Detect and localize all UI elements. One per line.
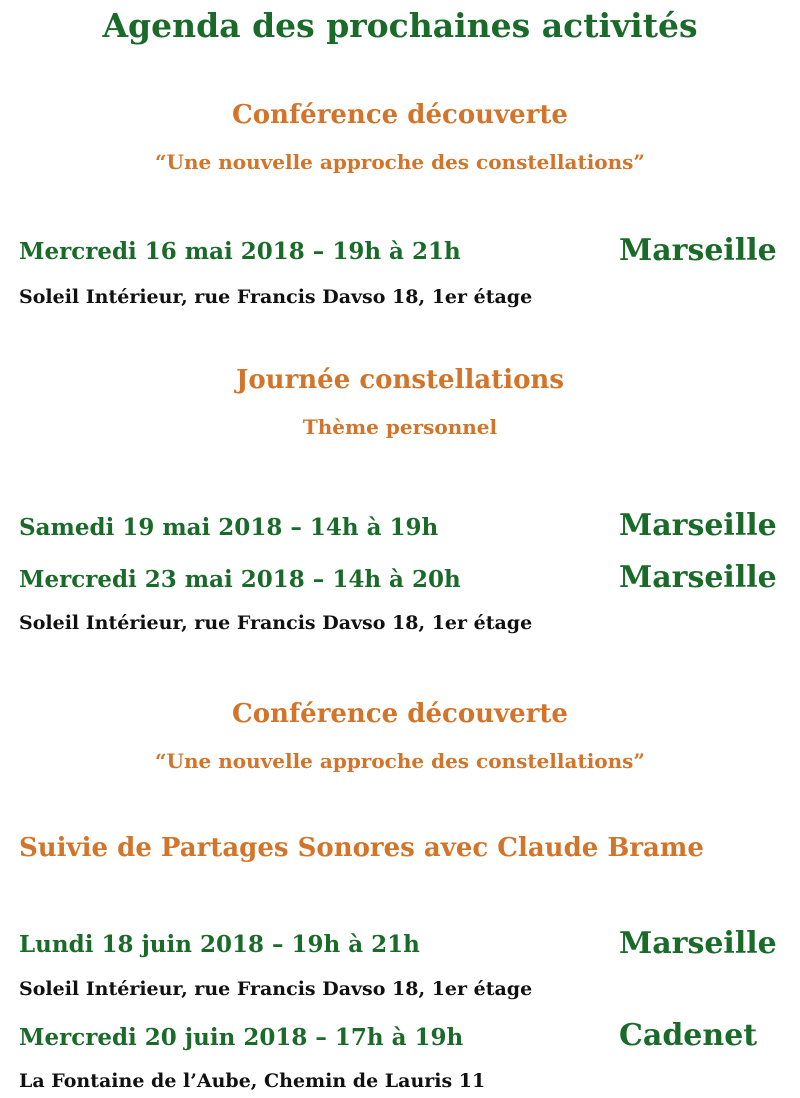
event1-date: Mercredi 16 mai 2018 – 19h à 21h	[19, 238, 461, 265]
event3-address-2: La Fontaine de l’Aube, Chemin de Lauris 11	[19, 1070, 486, 1092]
event3-date-2: Mercredi 20 juin 2018 – 17h à 19h	[19, 1024, 464, 1051]
event3-date-1: Lundi 18 juin 2018 – 19h à 21h	[19, 931, 420, 958]
page-title: Agenda des prochaines activités	[102, 6, 698, 45]
event2-subheading: Thème personnel	[302, 415, 498, 439]
event1-address: Soleil Intérieur, rue Francis Davso 18, 1er étage	[19, 286, 533, 308]
event3-heading: Conférence découverte	[232, 699, 568, 729]
event2-date-2: Mercredi 23 mai 2018 – 14h à 20h	[19, 566, 461, 593]
event3-address-1: Soleil Intérieur, rue Francis Davso 18, 1er étage	[19, 978, 533, 1000]
event3-city-1: Marseille	[619, 926, 777, 961]
event2-city-2: Marseille	[619, 560, 777, 595]
event3-subheading: “Une nouvelle approche des constellations”	[155, 749, 645, 773]
event2-heading: Journée constellations	[236, 365, 564, 395]
event1-city: Marseille	[619, 233, 777, 268]
event1-heading: Conférence découverte	[232, 100, 568, 130]
event2-city-1: Marseille	[619, 508, 777, 543]
event1-subheading: “Une nouvelle approche des constellations”	[155, 150, 645, 174]
event3-followup: Suivie de Partages Sonores avec Claude Brame	[19, 833, 704, 863]
event2-date-1: Samedi 19 mai 2018 – 14h à 19h	[19, 514, 439, 541]
event3-city-2: Cadenet	[619, 1018, 758, 1053]
event2-address: Soleil Intérieur, rue Francis Davso 18, 1er étage	[19, 612, 533, 634]
